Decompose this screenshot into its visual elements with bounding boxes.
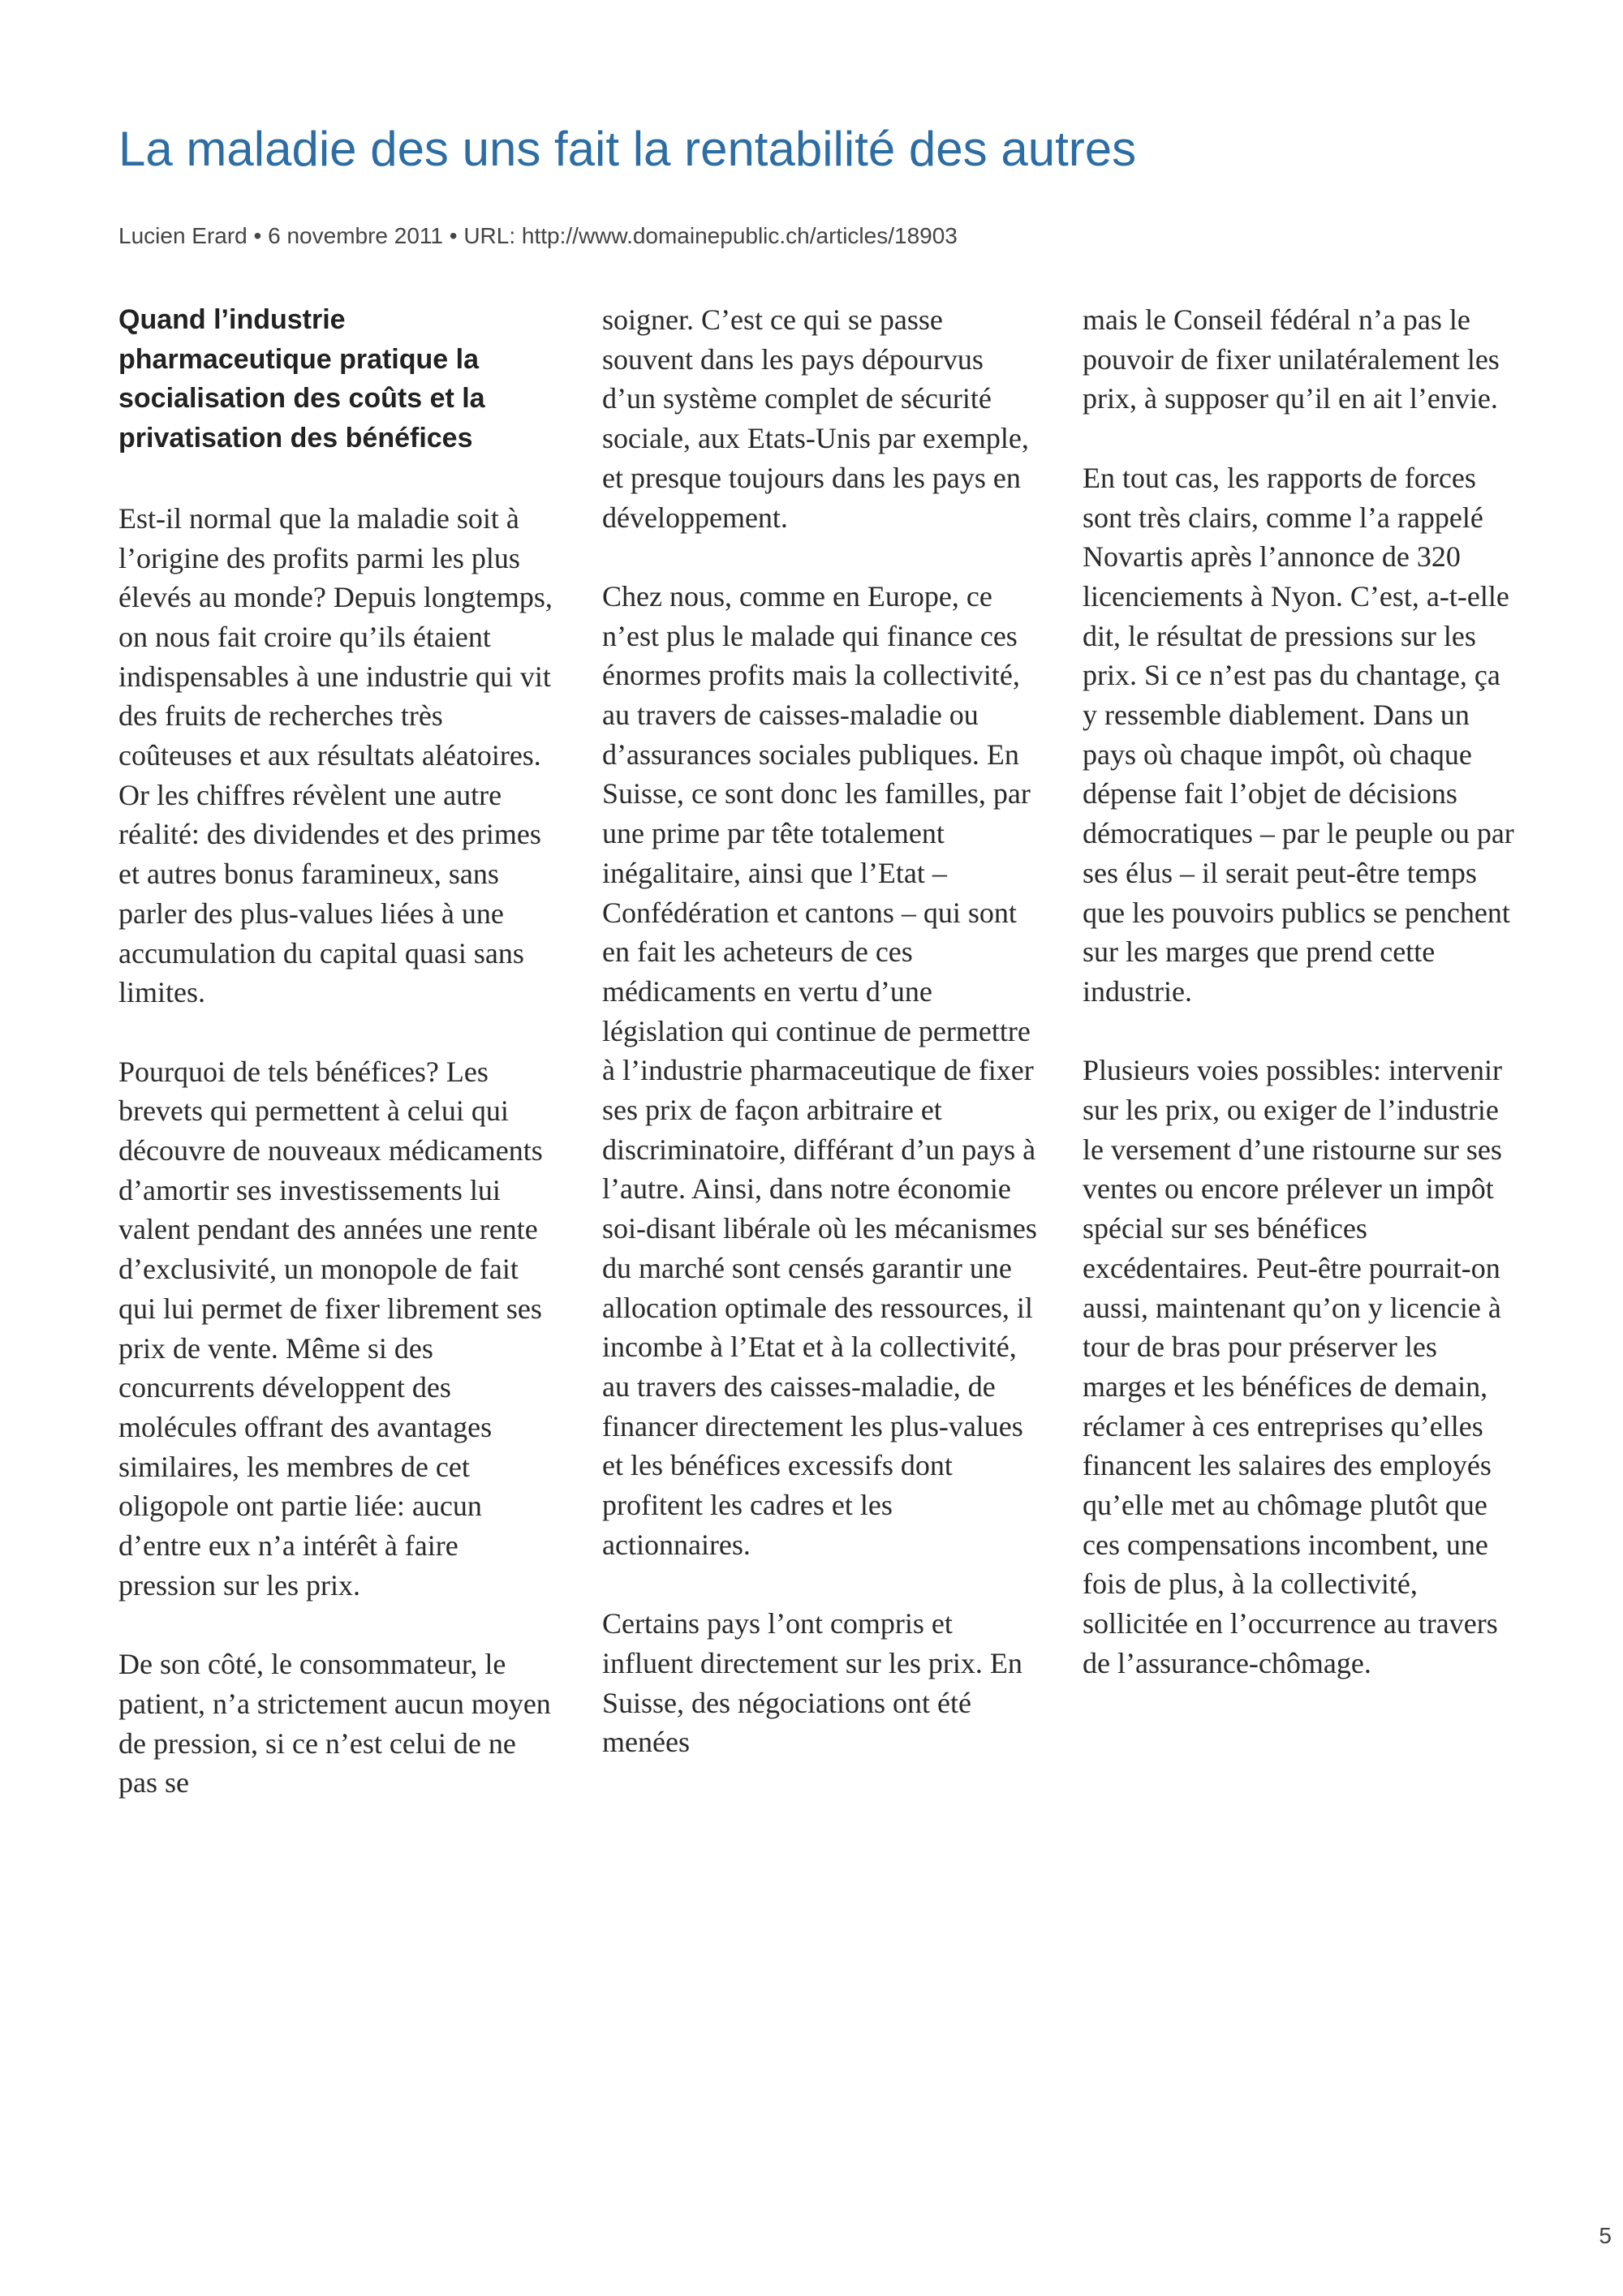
article-paragraph: Certains pays l’ont compris et influent directement sur les prix. En Suisse, des négociations ont été menées: [602, 1607, 1022, 1759]
article-paragraph: mais le Conseil fédéral n’a pas le pouvoir de fixer unilatéralement les prix, à supposer qu’il en ait l’envie.: [1083, 303, 1500, 415]
article-paragraph: De son côté, le consommateur, le patient, n’a strictement aucun moyen de pression, si ce n’est celui de ne pas se: [118, 1648, 551, 1799]
article-paragraph: En tout cas, les rapports de forces sont très clairs, comme l’a rappelé Novartis après l’annonce de 320 licenciements à Nyon. C’est, a-t-elle dit, le résultat de pressions sur les prix. Si ce n’est pas du chantage, ça y ressemble diablement. Dans un pays où chaque impôt, où chaque dépense fait l’objet de décisions démocratiques – par le peuple ou par ses élus – il serait peut-être temps que les pouvoirs publics se penchent sur les marges que prend cette industrie.: [1083, 461, 1514, 1008]
article-byline: Lucien Erard • 6 novembre 2011 • URL: http://www.domainepublic.ch/articles/18903: [118, 223, 958, 248]
article-column-2: [602, 300, 1040, 1802]
article-paragraph: Est-il normal que la maladie soit à l’origine des profits parmi les plus élevés au monde? Depuis longtemps, on nous fait croire qu’ils étaient indispensables à une industrie qui vit des fruits de recherches très coûteuses et aux résultats aléatoires. Or les chiffres révèlent une autre réalité: des dividendes et des primes et autres bonus faramineux, sans parler des plus-values liées à une accumulation du capital quasi sans limites.: [118, 501, 553, 1009]
article-paragraph: Pourquoi de tels bénéfices? Les brevets qui permettent à celui qui découvre de nouveaux médicaments d’amortir ses investissements lui valent pendant des années une rente d’exclusivité, un monopole de fait qui lui permet de fixer librement ses prix de vente. Même si des concurrents développent des molécules offrant des avantages similaires, les membres de cet oligopole ont partie liée: aucun d’entre eux n’a intérêt à faire pression sur les prix.: [118, 1055, 543, 1602]
article-column-1: [118, 300, 557, 1842]
article-column-3: [1083, 300, 1521, 1722]
page-number: 5: [1599, 2223, 1612, 2248]
article-lede: Quand l’industrie pharmaceutique pratique la socialisation des coûts et la privatisation des bénéfices: [118, 304, 485, 454]
article-paragraph: Plusieurs voies possibles: intervenir sur les prix, ou exiger de l’industrie le versement d’une ristourne sur ses ventes ou encore prélever un impôt spécial sur ses bénéfices excédentaires. Peut-être pourrait-on aussi, maintenant qu’on y licencie à tour de bras pour préserver les marges et les bénéfices de demain, réclamer à ces entreprises qu’elles financent les salaires des employés qu’elle met au chômage plutôt que ces compensations incombent, une fois de plus, à la collectivité, sollicitée en l’occurrence au travers de l’assurance-chômage.: [1083, 1054, 1502, 1679]
article-paragraph: Chez nous, comme en Europe, ce n’est plus le malade qui finance ces énormes profits mais la collectivité, au travers de caisses-maladie ou d’assurances sociales publiques. En Suisse, ce sont donc les familles, par une prime par tête totalement inégalitaire, ainsi que l’Etat – Confédération et cantons – qui sont en fait les acheteurs de ces médicaments en vertu d’une législation qui continue de permettre à l’industrie pharmaceutique de fixer ses prix de façon arbitraire et discriminatoire, différant d’un pays à l’autre. Ainsi, dans notre économie soi-disant libérale où les mécanismes du marché sont censés garantir une allocation optimale des ressources, il incombe à l’Etat et à la collectivité, au travers des caisses-maladie, de financer directement les plus-values et les bénéfices excessifs dont profitent les cadres et les actionnaires.: [602, 579, 1037, 1561]
article-title: La maladie des uns fait la rentabilité des autres: [118, 122, 1137, 176]
article-paragraph: soigner. C’est ce qui se passe souvent dans les pays dépourvus d’un système complet de sécurité sociale, aux Etats-Unis par exemple, et presque toujours dans les pays en développement.: [602, 303, 1029, 534]
